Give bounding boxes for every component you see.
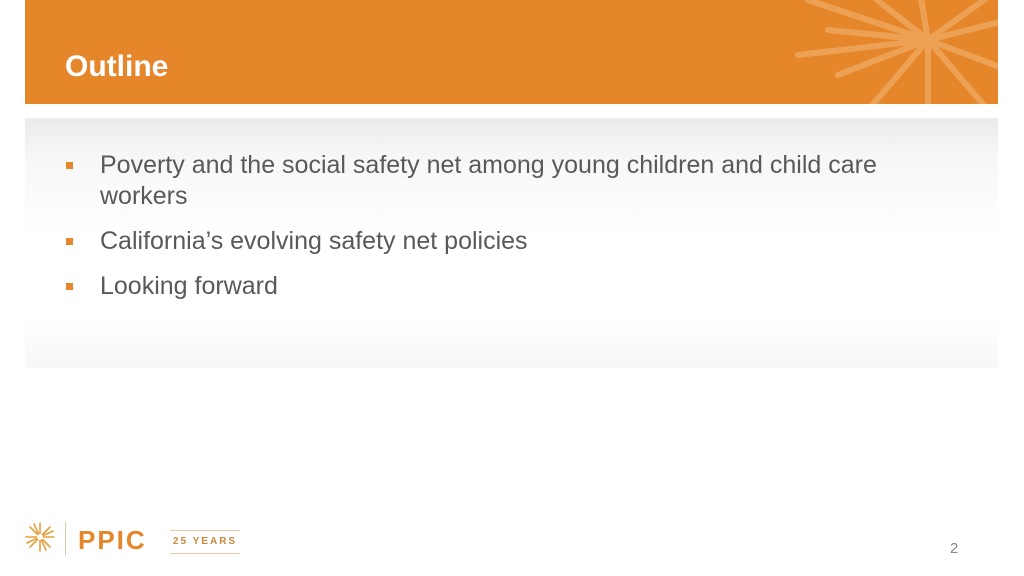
square-bullet-icon (66, 238, 73, 245)
anniversary-badge: 25 YEARS (170, 530, 240, 554)
page-title: Outline (65, 50, 169, 83)
square-bullet-icon (66, 162, 73, 169)
page-number: 2 (950, 540, 959, 557)
bullet-text: Poverty and the social safety net among young children and child care workers (100, 151, 877, 210)
ppic-logo: PPIC (78, 525, 147, 555)
bullet-text: Looking forward (100, 272, 278, 300)
square-bullet-icon (66, 283, 73, 290)
list-item (62, 271, 882, 302)
starburst-icon (678, 0, 998, 104)
list-item (62, 150, 882, 212)
sunburst-logo-icon (25, 522, 55, 552)
bullet-text: California’s evolving safety net policies (100, 227, 528, 255)
title-banner (25, 0, 998, 104)
list-item (62, 226, 882, 257)
logo-divider (65, 522, 66, 556)
bullet-list (62, 150, 882, 316)
footer-logo (25, 520, 285, 560)
